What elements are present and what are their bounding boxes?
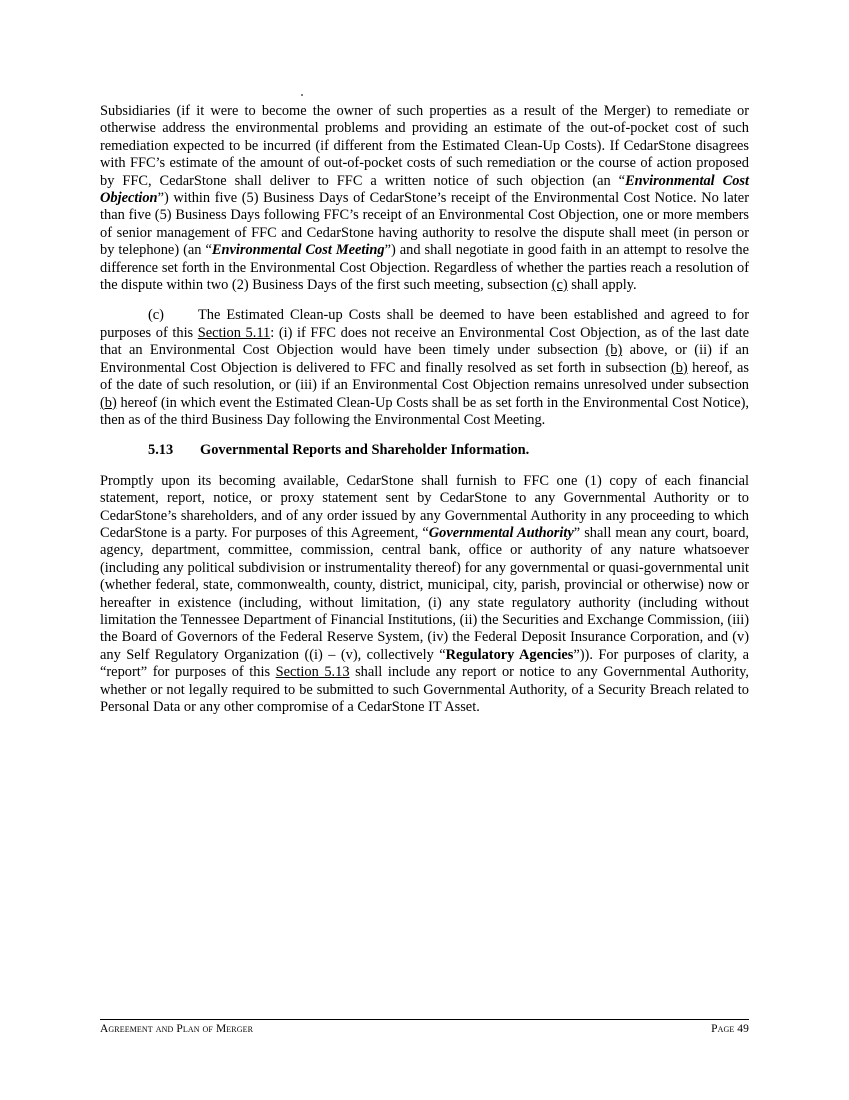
page-footer (100, 1019, 749, 1035)
footer-page-number: Page 49 (711, 1023, 749, 1035)
section-heading-5-13 (100, 442, 749, 459)
cross-reference-subsection-b[interactable]: (b) (100, 394, 117, 411)
defined-term-environmental-cost-meeting: Environmental Cost Meeting (211, 242, 385, 259)
defined-term-regulatory-agencies: Regulatory Agencies (445, 646, 574, 663)
footer-document-title: Agreement and Plan of Merger (100, 1023, 253, 1035)
cross-reference-section-5-11[interactable]: Section 5.11 (197, 324, 271, 341)
paragraph-section-5-13: Promptly upon its becoming available, CedarStone shall furnish to FFC one (1) copy of each financial statement, report, notice, or proxy statement sent by CedarStone to any Governmental Authority or to CedarStone’s shareholders, and of any order issued by any Governmental Authority in any proceeding to which CedarStone is a party. For purposes of this Agreement, “Governmental Authority” shall mean any court, board, agency, department, committee, commission, central bank, office or authority of any nature whatsoever (including any political subdivision or instrumentality thereof) for any governmental or quasi-governmental unit (whether federal, state, commonwealth, county, district, municipal, city, parish, provincial or otherwise) now or hereafter in existence (including, without limitation, (i) any state regulatory authority (including without limitation the Tennessee Department of Financial Institutions, (ii) the Securities and Exchange Commission, (iii) the Board of Governors of the Federal Reserve System, (iv) the Federal Deposit Insurance Corporation, and (v) any Self Regulatory Organization ((i) – (v), collectively “Regulatory Agencies”)). For purposes of clarity, a “report” for purposes of this Section 5.13 shall include any report or notice to any Governmental Authority, whether or not legally required to be submitted to such Governmental Authority, of a Security Breach related to Personal Data or any other compromise of a CedarStone IT Asset. (100, 472, 749, 715)
cross-reference-subsection-b[interactable]: (b) (605, 342, 623, 359)
defined-term-governmental-authority: Governmental Authority (428, 524, 574, 541)
cross-reference-subsection-b[interactable]: (b) (670, 359, 688, 376)
cross-reference-section-5-13[interactable]: Section 5.13 (275, 664, 350, 681)
stray-mark (301, 94, 303, 96)
defined-term-environmental-cost-objection: Environmental Cost Objection (100, 172, 749, 207)
paragraph-subsection-b-continued: Subsidiaries (if it were to become the owner of such properties as a result of the Merger) to remediate or otherwise address the environmental problems and providing an estimate of the out-of-pocket cost of such remediation expected to be incurred (if different from the Estimated Clean-Up Costs). If CedarStone disagrees with FFC’s estimate of the amount of out-of-pocket costs of such remediation or the course of action proposed by FFC, CedarStone shall deliver to FFC a written notice of such objection (an “Environmental Cost Objection”) within five (5) Business Days of CedarStone’s receipt of the Environmental Cost Notice. No later than five (5) Business Days following FFC’s receipt of an Environmental Cost Objection, one or more members of senior management of FFC and CedarStone having authority to resolve the dispute shall meet (in person or by telephone) (an “Environmental Cost Meeting”) and shall negotiate in good faith in an attempt to resolve the difference set forth in the Environmental Cost Objection. Regardless of whether the parties reach a resolution of the dispute within two (2) Business Days of the first such meeting, subsection (c) shall apply. (100, 103, 749, 294)
document-page (100, 103, 749, 716)
cross-reference-subsection-c[interactable]: (c) (551, 277, 568, 294)
subsection-label: (c) (148, 307, 164, 324)
paragraph-subsection-c: (c) The Estimated Clean-up Costs shall be deemed to have been established and agreed to for purposes of this Section 5.11: (i) if FFC does not receive an Environmental Cost Objection, as of the last date that an Environmental Cost Objection would have been timely under subsection (b) above, or (ii) if an Environmental Cost Objection is delivered to FFC and finally resolved as set forth in subsection (b) hereof, as of the date of such resolution, or (iii) if an Environmental Cost Objection remains unresolved under subsection (b) hereof (in which event the Estimated Clean-Up Costs shall be as set forth in the Environmental Cost Notice), then as of the third Business Day following the Environmental Cost Meeting. (100, 307, 750, 428)
section-number: 5.13 (148, 442, 174, 459)
section-title: Governmental Reports and Shareholder Information. (200, 442, 530, 459)
